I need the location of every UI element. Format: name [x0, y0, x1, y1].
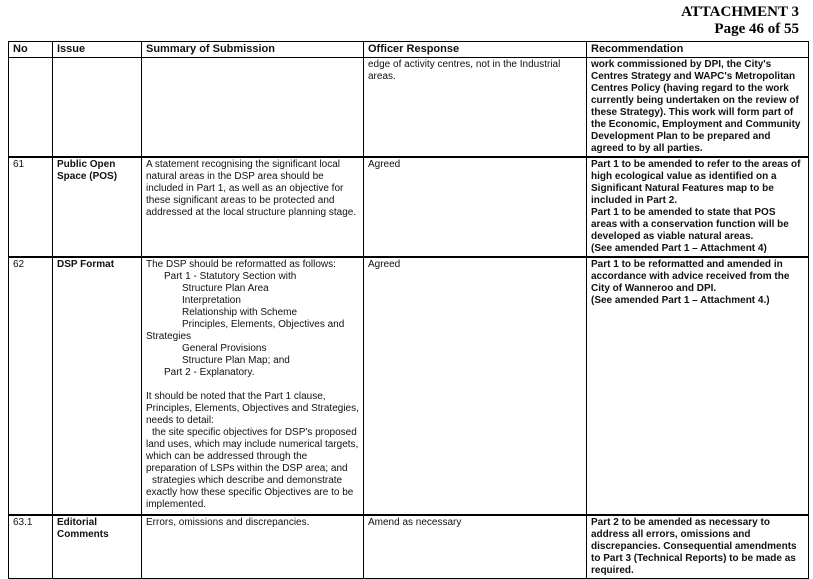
cell-summary — [142, 257, 364, 515]
recommendation-line: (See amended Part 1 – Attachment 4.) — [591, 295, 770, 306]
cell-issue: Public Open Space (POS) — [53, 157, 142, 257]
summary-item: Structure Plan Area — [182, 283, 269, 294]
cell-recommendation — [587, 157, 809, 257]
table-header-row — [9, 42, 809, 58]
summary-part2: Part 2 - Explanatory. — [164, 367, 255, 378]
cell-summary: Errors, omissions and discrepancies. — [142, 515, 364, 579]
cell-no: 63.1 — [9, 515, 53, 579]
cell-summary: A statement recognising the significant local natural areas in the DSP area should be included in Part 1, as well as an objective for these significant areas to be protected and addressed at the local structure planning stage. — [142, 157, 364, 257]
summary-intro: The DSP should be reformatted as follows: — [146, 259, 336, 270]
col-header-recommendation: Recommendation — [587, 42, 809, 58]
spacer — [146, 379, 359, 391]
cell-issue — [53, 58, 142, 158]
table-row — [9, 58, 809, 158]
summary-item: Relationship with Scheme — [182, 307, 298, 318]
recommendation-line: Part 1 to be amended to refer to the areas of high ecological value as identified on a Significant Natural Features map to be included in Part 2. — [591, 159, 801, 206]
summary-detail: the site specific objectives for DSP's proposed land uses, which may include numerical targets, which can be addressed through the preparation of LSPs within the DSP area; and — [146, 427, 359, 474]
recommendation-line: (See amended Part 1 – Attachment 4) — [591, 243, 767, 254]
summary-item: General Provisions — [182, 343, 267, 354]
table-row — [9, 515, 809, 579]
col-header-issue: Issue — [53, 42, 142, 58]
table-row — [9, 257, 809, 515]
summary-item: Structure Plan Map; and — [182, 355, 290, 366]
summary-item-wrap: Strategies — [146, 331, 192, 342]
cell-recommendation: work commissioned by DPI, the City's Centres Strategy and WAPC's Metropolitan Centres Policy (having regard to the work currently being undertaken on the review of these Strategy). This work will form part of the Economic, Employment and Community Development Plan to be prepared and agreed to by all parties. — [587, 58, 809, 158]
col-header-summary: Summary of Submission — [142, 42, 364, 58]
page-header — [681, 4, 799, 38]
cell-officer: Agreed — [364, 257, 587, 515]
summary-detail: strategies which describe and demonstrate exactly how these specific Objectives are to be implemented. — [146, 475, 354, 510]
cell-officer: Amend as necessary — [364, 515, 587, 579]
col-header-no: No — [9, 42, 53, 58]
cell-recommendation: Part 2 to be amended as necessary to address all errors, omissions and discrepancies. Consequential amendments to Part 3 (Technical Reports) to be made as required. — [587, 515, 809, 579]
submissions-table — [8, 41, 809, 579]
page-number: Page 46 of 55 — [714, 21, 799, 37]
summary-part1: Part 1 - Statutory Section with — [164, 271, 297, 282]
cell-summary — [142, 58, 364, 158]
cell-recommendation — [587, 257, 809, 515]
summary-note: It should be noted that the Part 1 clause, Principles, Elements, Objectives and Strategies, needs to detail: — [146, 391, 359, 426]
recommendation-line: Part 1 to be amended to state that POS areas with a conservation function will be developed as viable natural areas. — [591, 207, 789, 242]
cell-issue: Editorial Comments — [53, 515, 142, 579]
attachment-label: ATTACHMENT 3 — [681, 4, 799, 20]
recommendation-line: Part 1 to be reformatted and amended in accordance with advice received from the City of Wanneroo and DPI. — [591, 259, 790, 294]
table-row — [9, 157, 809, 257]
cell-officer: edge of activity centres, not in the Industrial areas. — [364, 58, 587, 158]
cell-no: 61 — [9, 157, 53, 257]
col-header-officer: Officer Response — [364, 42, 587, 58]
summary-item: Interpretation — [182, 295, 241, 306]
cell-no — [9, 58, 53, 158]
cell-no: 62 — [9, 257, 53, 515]
cell-issue: DSP Format — [53, 257, 142, 515]
cell-officer: Agreed — [364, 157, 587, 257]
summary-item: Principles, Elements, Objectives and — [182, 319, 345, 330]
